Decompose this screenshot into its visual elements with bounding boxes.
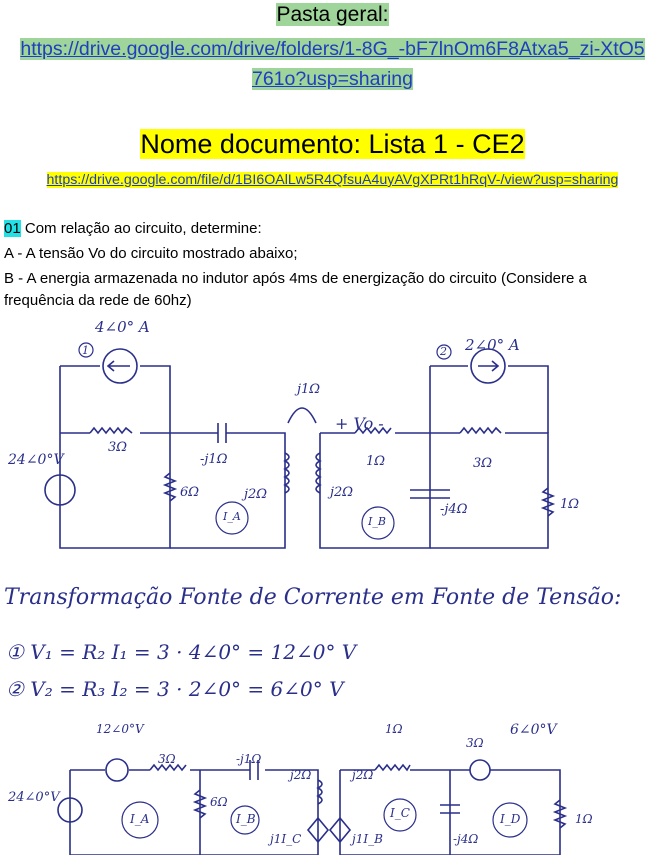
c1-label-cap4: -j4Ω bbox=[440, 502, 468, 517]
c2-label-loop-c: I_C bbox=[390, 806, 410, 820]
circuit-diagram-2 bbox=[0, 730, 665, 855]
question-item-a: A - A tensão Vo do circuito mostrado abaixo; bbox=[4, 245, 298, 262]
folder-label bbox=[0, 2, 665, 28]
c1-label-mark-2: 2 bbox=[440, 345, 447, 358]
document-link-text[interactable]: https://drive.google.com/file/d/1BI6OAlLw5R4QfsuA4uyAVgXPRt1hRqV-/view?usp=sharing bbox=[46, 172, 619, 188]
c1-label-r1-right: 1Ω bbox=[560, 497, 580, 512]
c1-label-ind-left: j2Ω bbox=[244, 487, 268, 502]
question-number: 01 bbox=[4, 220, 21, 237]
folder-link-line-1[interactable]: https://drive.google.com/drive/folders/1-8G_-bF7lnOm6F8Atxa5_zi-XtO5 bbox=[20, 38, 645, 60]
c1-capacitor-j1 bbox=[210, 423, 235, 443]
folder-label-text: Pasta geral: bbox=[276, 3, 389, 26]
c2-label-r1-top: 1Ω bbox=[385, 722, 403, 736]
notes-eq-1: ① V₁ = R₂ I₁ = 3 · 4∠0° = 12∠0° V bbox=[6, 640, 357, 664]
c2-label-loop-d: I_D bbox=[500, 812, 521, 826]
question-intro bbox=[4, 218, 659, 240]
c2-source-6 bbox=[470, 760, 490, 780]
c1-resistor-3 bbox=[90, 428, 132, 433]
c1-label-r3-right: 3Ω bbox=[473, 456, 493, 471]
c2-label-r3-right: 3Ω bbox=[466, 736, 484, 750]
c2-label-r3-left: 3Ω bbox=[158, 752, 176, 766]
c2-source-12 bbox=[106, 759, 128, 781]
c2-label-cap1: -j1Ω bbox=[236, 752, 262, 766]
question-intro-text: Com relação ao circuito, determine: bbox=[20, 220, 262, 237]
document-link[interactable] bbox=[0, 170, 665, 190]
c2-label-dep-right: j1I_B bbox=[352, 832, 383, 846]
folder-link-line-2[interactable]: 761o?usp=sharing bbox=[251, 68, 413, 90]
c1-resistor-3-right bbox=[460, 428, 501, 433]
c1-label-r3: 3Ω bbox=[108, 440, 128, 455]
c1-label-r6: 6Ω bbox=[180, 485, 200, 500]
c2-label-loop-a: I_A bbox=[130, 812, 150, 826]
c1-label-voltage: 24∠0°V bbox=[8, 452, 64, 468]
question-item-b: B - A energia armazenada no indutor após 4ms de energização do circuito (Considere a frequência da rede de 60hz) bbox=[4, 270, 587, 309]
folder-link[interactable] bbox=[0, 34, 665, 94]
c1-label-i2: 2∠0° A bbox=[465, 336, 520, 354]
c2-label-r1-right: 1Ω bbox=[575, 812, 593, 826]
c1-label-vo: + Vo - bbox=[335, 414, 384, 433]
c2-label-dep-left: j1I_C bbox=[270, 832, 302, 846]
c1-label-loop-b: I_B bbox=[368, 515, 386, 528]
circuit-diagram-1 bbox=[0, 318, 665, 553]
c1-label-i1: 4∠0° A bbox=[95, 318, 150, 336]
c2-label-src-12: 12∠0°V bbox=[96, 722, 144, 736]
c2-label-src-24: 24∠0°V bbox=[8, 790, 60, 805]
c2-label-cap4: -j4Ω bbox=[453, 832, 479, 846]
c1-label-cap1: -j1Ω bbox=[200, 452, 228, 467]
c2-label-src-6: 6∠0°V bbox=[510, 722, 557, 738]
c1-label-loop-a: I_A bbox=[223, 510, 241, 523]
c2-label-loop-b: I_B bbox=[236, 812, 256, 826]
notes-heading: Transformação Fonte de Corrente em Fonte de Tensão: bbox=[4, 585, 622, 610]
c2-label-r6: 6Ω bbox=[210, 795, 228, 809]
c1-label-mutual: j1Ω bbox=[297, 382, 321, 397]
c1-wire-source-2 bbox=[430, 366, 548, 433]
c1-label-ind-right: j2Ω bbox=[330, 485, 354, 500]
c1-mutual-arc bbox=[288, 408, 316, 423]
c2-label-ind-left: j2Ω bbox=[290, 768, 312, 782]
document-title bbox=[0, 126, 665, 162]
c2-resistor-1-top bbox=[375, 765, 410, 770]
c2-label-ind-right: j2Ω bbox=[352, 768, 374, 782]
c1-label-r1-mid: 1Ω bbox=[366, 454, 386, 469]
document-title-text: Nome documento: Lista 1 - CE2 bbox=[140, 129, 525, 159]
c1-label-mark-1: 1 bbox=[82, 344, 89, 357]
c1-wire-left-loop bbox=[60, 366, 170, 548]
notes-eq-2: ② V₂ = R₃ I₂ = 3 · 2∠0° = 6∠0° V bbox=[6, 677, 344, 701]
c1-arrow-icon bbox=[108, 361, 130, 371]
c1-arrow-right-icon bbox=[478, 361, 498, 371]
